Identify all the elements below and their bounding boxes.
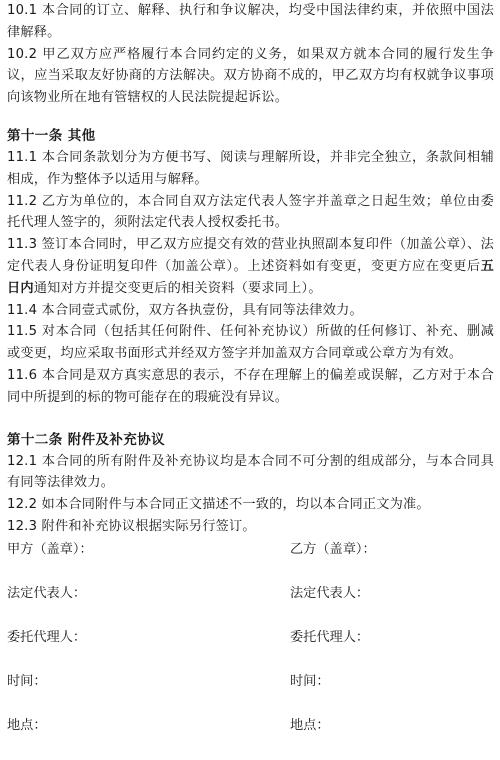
clause-11-6: 11.6 本合同是双方真实意思的表示，不存在理解上的偏差或误解，乙方对于本合同中所提到的标的物可能存在的瑕疵没有异议。 (7, 367, 494, 405)
clause-11-heading: 第十一条 其他 (7, 127, 96, 144)
party-b-seal-label: 乙方（盖章）： (290, 542, 376, 557)
party-a-place-label: 地点： (7, 718, 47, 733)
clause-12-heading: 第十二条 附件及补充协议 (7, 431, 165, 448)
party-b-place-label: 地点： (290, 718, 330, 733)
clause-11-3-text-start: 11.3 签订本合同时，甲乙双方应提交有效的营业执照副本复印件（加盖公章）、法定代表人身份证明复印件（加盖公章）。上述资料如有变更，变更方应在变更后 (7, 237, 494, 274)
clause-11-2: 11.2 乙方为单位的，本合同自双方法定代表人签字并盖章之日起生效；单位由委托代理人签字的，须附法定代表人授权委托书。 (7, 193, 494, 231)
party-b-agent-label: 委托代理人： (290, 630, 370, 645)
clause-10-1: 10.1 本合同的订立、解释、执行和争议解决，均受中国法律约束，并依照中国法律解释。 (7, 3, 494, 40)
clause-11-4: 11.4 本合同壹式贰份，双方各执壹份，具有同等法律效力。 (7, 302, 363, 318)
party-b-time-label: 时间： (290, 674, 330, 689)
party-a-legal-rep-label: 法定代表人： (7, 586, 87, 601)
signature-block (7, 540, 494, 760)
signature-row-time (7, 672, 494, 716)
clause-12-3: 12.3 附件和补充协议根据实际另行签订。 (7, 518, 256, 534)
party-b-legal-rep-label: 法定代表人： (290, 586, 370, 601)
clause-12-1: 12.1 本合同的所有附件及补充协议均是本合同不可分割的组成部分，与本合同具有同等法律效力。 (7, 453, 494, 491)
clause-11-1: 11.1 本合同条款划分为方便书写、阅读与理解所设，并非完全独立，条款间相辅相成，作为整体予以适用与解释。 (7, 149, 494, 187)
clause-11-3-deadline: 五日内 (7, 258, 494, 296)
clause-11-5: 11.5 对本合同（包括其任何附件、任何补充协议）所做的任何修订、补充、删减或变更，均应采取书面形式并经双方签字并加盖双方合同章或公章方为有效。 (7, 324, 494, 362)
party-a-time-label: 时间： (7, 674, 47, 689)
party-a-agent-label: 委托代理人： (7, 630, 87, 645)
clause-11-3-text-end: 通知对方并提交变更后的相关资料（要求同上）。 (33, 280, 322, 296)
clause-10-2: 10.2 甲乙双方应严格履行本合同约定的义务，如果双方就本合同的履行发生争议，应当采取友好协商的方法解决。双方协商不成的，甲乙双方均有权就争议事项向该物业所在地有管辖权的人民法院提起诉讼。 (7, 46, 494, 106)
clause-11-3 (7, 234, 494, 299)
party-a-seal-label: 甲方（盖章）： (7, 542, 93, 557)
signature-row-legal-rep (7, 584, 494, 628)
signature-row-seal (7, 540, 494, 584)
signature-row-agent (7, 628, 494, 672)
clause-12-2: 12.2 如本合同附件与本合同正文描述不一致的，均以本合同正文为准。 (7, 497, 430, 513)
signature-row-place (7, 716, 494, 760)
